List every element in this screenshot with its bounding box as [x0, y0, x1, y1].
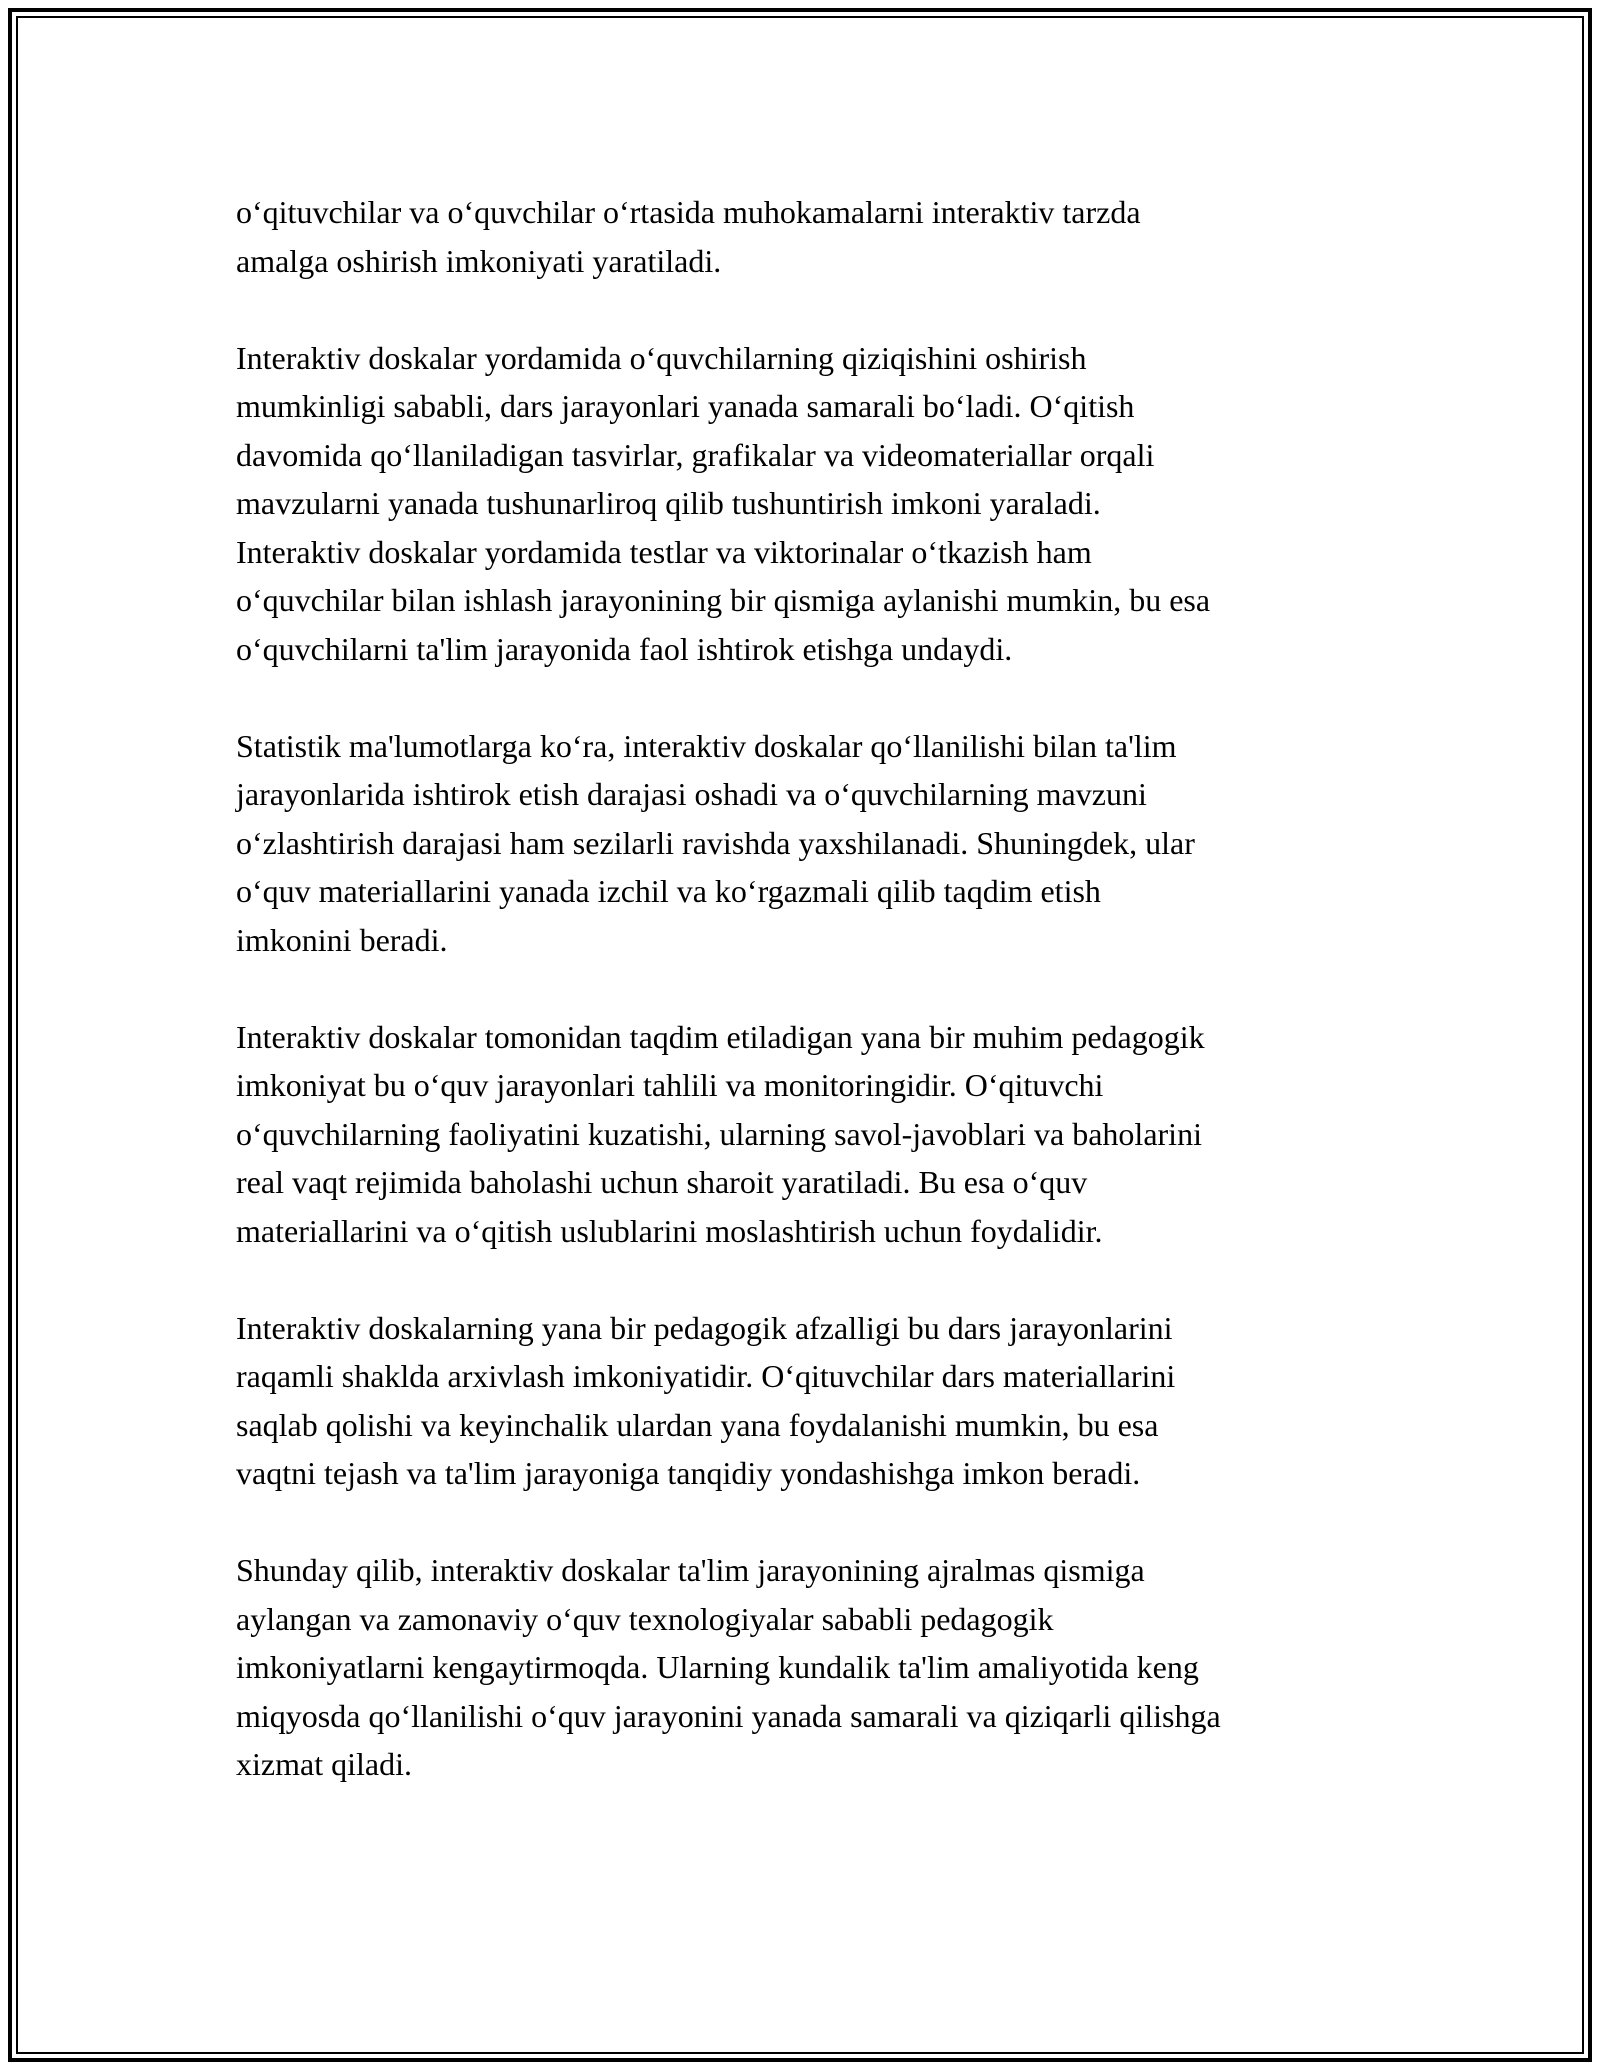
paragraph-line: imkonini beradi.: [236, 921, 448, 958]
paragraph-2: [236, 334, 1376, 674]
paragraph-line: imkoniyat bu o‘quv jarayonlari tahlili va monitoringidir. O‘qituvchi: [236, 1067, 1104, 1103]
paragraph-line: amalga oshirish imkoniyati yaratiladi.: [236, 242, 722, 279]
paragraph-line: Interaktiv doskalar yordamida testlar va viktorinalar o‘tkazish ham: [236, 533, 1092, 570]
paragraph-line: o‘quvchilarni ta'lim jarayonida faol ishtirok etishga undaydi.: [236, 630, 1013, 667]
paragraph-line: mavzularni yanada tushunarliroq qilib tushuntirish imkoni yaraladi.: [236, 485, 1101, 521]
paragraph-5: [236, 1304, 1376, 1498]
paragraph-line: raqamli shakldа arxivlash imkoniyatidir. O‘qituvchilar dars materiallarini: [236, 1358, 1176, 1394]
paragraph-line: materiallarini va o‘qitish uslublarini moslashtirish uchun foydalidir.: [236, 1212, 1103, 1249]
paragraph-line: Interaktiv doskalar yordamida o‘quvchilarning qiziqishini oshirish: [236, 339, 1087, 376]
paragraph-line: Statistik ma'lumotlarga ko‘ra, interaktiv doskalar qo‘llanilishi bilan ta'lim: [236, 727, 1177, 764]
paragraph-line: real vaqt rejimida baholashi uchun sharoit yaratiladi. Bu esa o‘quv: [236, 1164, 1088, 1200]
paragraph-line: o‘qituvchilar va o‘quvchilar o‘rtasida muhokamalarni interaktiv tarzda: [236, 194, 1141, 230]
paragraph-line: jarayonlarida ishtirok etish darajasi oshadi va o‘quvchilarning mavzuni: [236, 776, 1147, 812]
document-body: [236, 188, 1376, 1837]
paragraph-line: o‘zlashtirish darajasi ham sezilarli ravishda yaxshilanadi. Shuningdek, ular: [236, 824, 1195, 861]
paragraph-line: o‘quv materiallarini yanada izchil va ko‘rgazmali qilib taqdim etish: [236, 873, 1101, 909]
paragraph-line: saqlab qolishi va keyinchalik ulardan yana foydalanishi mumkin, bu esa: [236, 1406, 1159, 1443]
paragraph-line: vaqtni tejash va ta'lim jarayoniga tanqidiy yondashishga imkon beradi.: [236, 1455, 1141, 1491]
paragraph-line: xizmat qiladi.: [236, 1746, 412, 1782]
paragraph-6: [236, 1546, 1376, 1789]
paragraph-line: miqyosda qo‘llanilishi o‘quv jarayonini yanada samarali va qiziqarli qilishga: [236, 1697, 1221, 1734]
paragraph-line: Shunday qilib, interaktiv doskalar ta'lim jarayonining ajralmas qismiga: [236, 1552, 1145, 1588]
paragraph-line: Interaktiv doskalar tomonidan taqdim etiladigan yana bir muhim pedagogik: [236, 1018, 1205, 1055]
paragraph-line: mumkinligi sababli, dars jarayonlari yanada samarali bo‘ladi. O‘qitish: [236, 388, 1135, 424]
paragraph-line: aylangan va zamonaviy o‘quv texnologiyalar sababli pedagogik: [236, 1600, 1054, 1637]
paragraph-4: [236, 1013, 1376, 1256]
paragraph-line: o‘quvchilar bilan ishlash jarayonining bir qismiga aylanishi mumkin, bu esa: [236, 582, 1211, 618]
paragraph-line: davomida qo‘llaniladigan tasvirlar, grafikalar va videomateriallar orqali: [236, 436, 1155, 473]
paragraph-line: Interaktiv doskalarning yana bir pedagogik afzalligi bu dars jarayonlarini: [236, 1309, 1173, 1346]
paragraph-3: [236, 722, 1376, 965]
paragraph-1: [236, 188, 1376, 285]
paragraph-line: imkoniyatlarni kengaytirmoqda. Ularning kundalik ta'lim amaliyotida keng: [236, 1649, 1199, 1685]
paragraph-line: o‘quvchilarning faoliyatini kuzatishi, ularning savol-javoblari va baholarini: [236, 1115, 1202, 1152]
